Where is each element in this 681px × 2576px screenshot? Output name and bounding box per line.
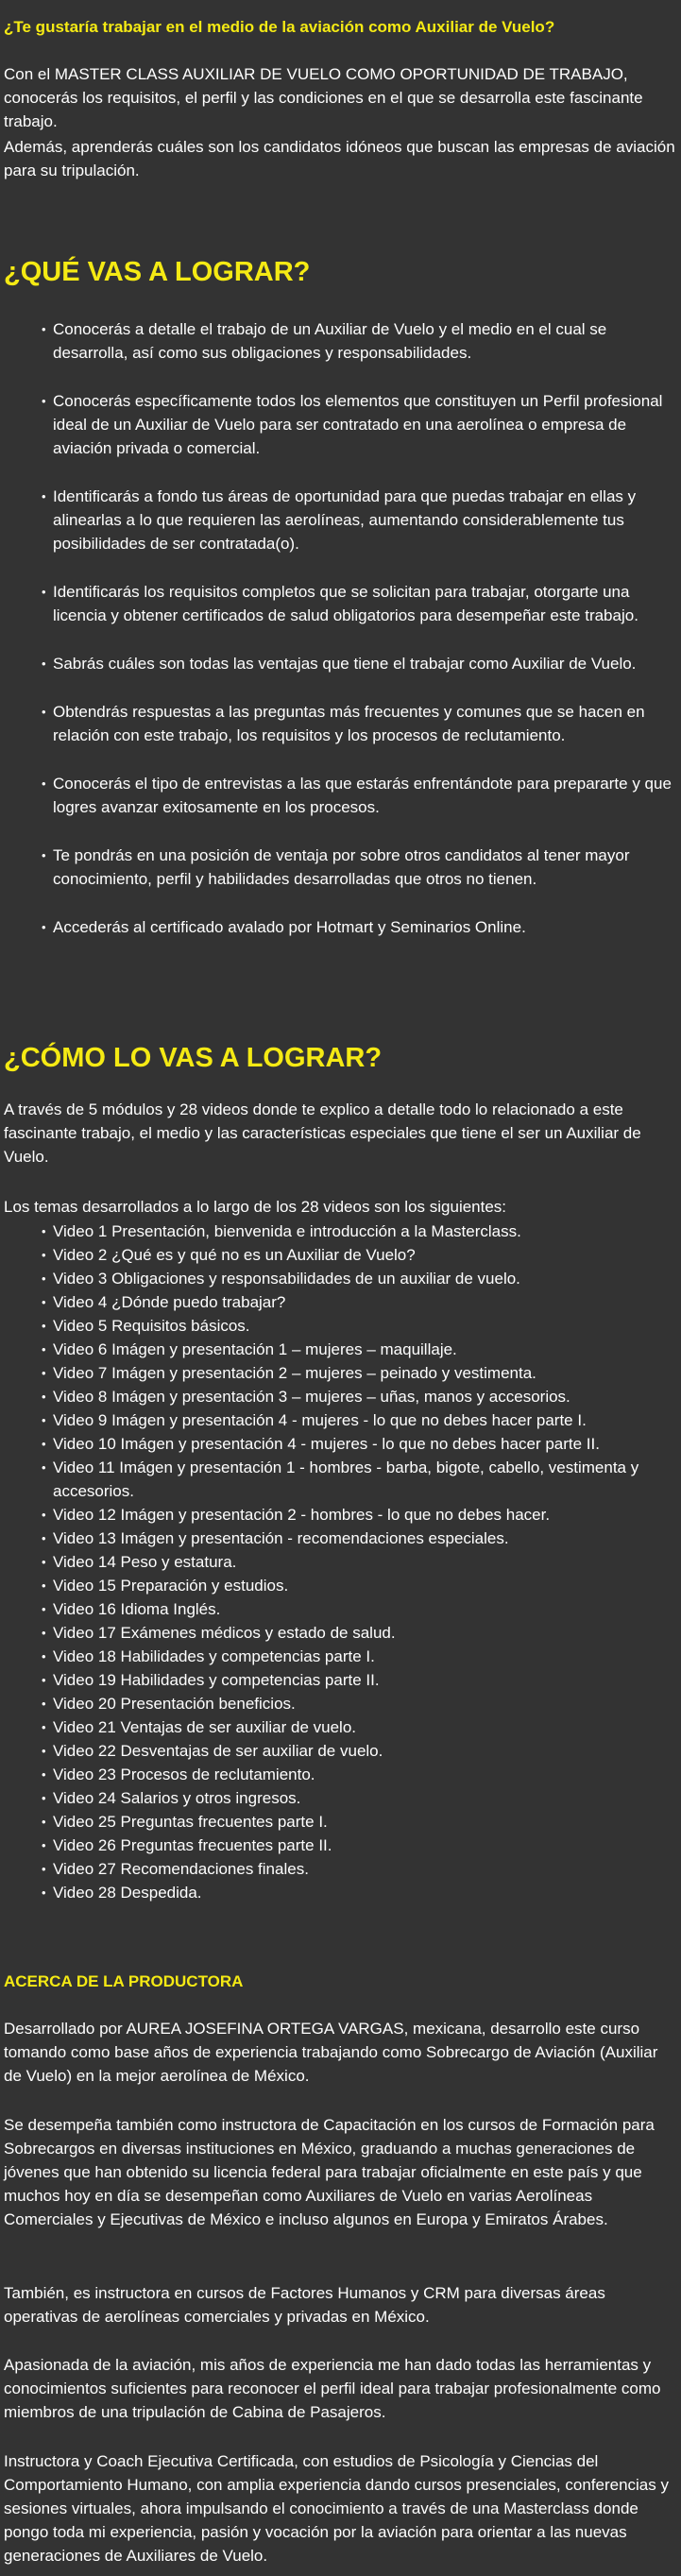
video-item: • Video 13 Imágen y presentación - recomendaciones especiales. <box>53 1527 679 1550</box>
goal-item: • Identificarás a fondo tus áreas de oportunidad para que puedas trabajar en ellas y alinearlas a lo que requieren las aerolíneas, aumentando considerablemente tus posibilidades de ser contratada(o). <box>53 485 679 555</box>
video-item: • Video 17 Exámenes médicos y estado de salud. <box>53 1621 679 1645</box>
producer-paragraph-5: Instructora y Coach Ejecutiva Certificada, con estudios de Psicología y Ciencias del Comportamiento Humano, con amplia experiencia dando cursos presenciales, conferencias y sesiones virtuales, ahora impulsando el conocimiento a través de una Masterclass donde pongo toda mi experiencia, pasión y vocación por la aviación para orientar a las nuevas generaciones de Auxiliares de Vuelo. <box>4 2452 669 2565</box>
method-paragraph: A través de 5 módulos y 28 videos donde te explico a detalle todo lo relacionado a este fascinante trabajo, el medio y las características especiales que tiene el ser un Auxiliar de Vuelo. <box>4 1100 641 1166</box>
video-item: • Video 6 Imágen y presentación 1 – mujeres – maquillaje. <box>53 1338 679 1361</box>
video-item: • Video 28 Despedida. <box>53 1881 679 1904</box>
video-item: • Video 7 Imágen y presentación 2 – mujeres – peinado y vestimenta. <box>53 1361 679 1385</box>
goals-heading: ¿QUÉ VAS A LOGRAR? <box>4 257 311 287</box>
video-item: • Video 15 Preparación y estudios. <box>53 1574 679 1597</box>
video-item: • Video 23 Procesos de reclutamiento. <box>53 1763 679 1786</box>
goal-item: • Conocerás el tipo de entrevistas a las que estarás enfrentándote para prepararte y que logres avanzar exitosamente en los procesos. <box>53 772 679 819</box>
goal-item: • Accederás al certificado avalado por Hotmart y Seminarios Online. <box>53 915 679 939</box>
video-item: • Video 27 Recomendaciones finales. <box>53 1857 679 1881</box>
goal-item: • Sabrás cuáles son todas las ventajas que tiene el trabajar como Auxiliar de Vuelo. <box>53 652 679 675</box>
video-item: • Video 4 ¿Dónde puedo trabajar? <box>53 1290 679 1314</box>
video-item: • Video 9 Imágen y presentación 4 - mujeres - lo que no debes hacer parte I. <box>53 1408 679 1432</box>
producer-paragraph-1: Desarrollado por AUREA JOSEFINA ORTEGA VARGAS, mexicana, desarrollo este curso tomando como base años de experiencia trabajando como Sobrecargo de Aviación (Auxiliar de Vuelo) en la mejor aerolínea de México. <box>4 2020 658 2085</box>
producer-heading: ACERCA DE LA PRODUCTORA <box>4 1972 244 1990</box>
video-item: • Video 25 Preguntas frecuentes parte I. <box>53 1810 679 1834</box>
goal-item: • Te pondrás en una posición de ventaja por sobre otros candidatos al tener mayor conocimiento, perfil y habilidades desarrolladas que otros no tienen. <box>53 844 679 891</box>
video-item: • Video 11 Imágen y presentación 1 - hombres - barba, bigote, cabello, vestimenta y accesorios. <box>53 1456 679 1503</box>
video-item: • Video 12 Imágen y presentación 2 - hombres - lo que no debes hacer. <box>53 1503 679 1527</box>
method-heading: ¿CÓMO LO VAS A LOGRAR? <box>4 1043 383 1073</box>
video-item: • Video 24 Salarios y otros ingresos. <box>53 1786 679 1810</box>
video-item: • Video 21 Ventajas de ser auxiliar de vuelo. <box>53 1715 679 1739</box>
video-item: • Video 5 Requisitos básicos. <box>53 1314 679 1338</box>
intro-question: ¿Te gustaría trabajar en el medio de la aviación como Auxiliar de Vuelo? <box>4 18 555 36</box>
video-item: • Video 3 Obligaciones y responsabilidades de un auxiliar de vuelo. <box>53 1267 679 1290</box>
producer-paragraph-3: También, es instructora en cursos de Factores Humanos y CRM para diversas áreas operativas de aerolíneas comerciales y privadas en México. <box>4 2284 605 2326</box>
video-list <box>4 1220 679 1904</box>
video-item: • Video 14 Peso y estatura. <box>53 1550 679 1574</box>
video-item: • Video 2 ¿Qué es y qué no es un Auxiliar de Vuelo? <box>53 1243 679 1267</box>
video-item: • Video 1 Presentación, bienvenida e introducción a la Masterclass. <box>53 1220 679 1243</box>
video-item: • Video 19 Habilidades y competencias parte II. <box>53 1668 679 1692</box>
goal-item: • Identificarás los requisitos completos que se solicitan para trabajar, otorgarte una licencia y obtener certificados de salud obligatorios para desempeñar este trabajo. <box>53 580 679 627</box>
intro-paragraph-1: Con el MASTER CLASS AUXILIAR DE VUELO COMO OPORTUNIDAD DE TRABAJO, conocerás los requisitos, el perfil y las condiciones en el que se desarrolla este fascinante trabajo. <box>4 65 643 130</box>
producer-paragraph-4: Apasionada de la aviación, mis años de experiencia me han dado todas las herramientas y conocimientos suficientes para reconocer el perfil ideal para trabajar profesionalmente como miembros de una tripulación de Cabina de Pasajeros. <box>4 2356 661 2421</box>
video-item: • Video 20 Presentación beneficios. <box>53 1692 679 1715</box>
intro-paragraph-2: Además, aprenderás cuáles son los candidatos idóneos que buscan las empresas de aviación para su tripulación. <box>4 138 675 179</box>
video-item: • Video 10 Imágen y presentación 4 - mujeres - lo que no debes hacer parte II. <box>53 1432 679 1456</box>
goal-item: • Conocerás específicamente todos los elementos que constituyen un Perfil profesional ideal de un Auxiliar de Vuelo para ser contratado en una aerolínea o empresa de aviación privada o comercial. <box>53 389 679 460</box>
video-item: • Video 8 Imágen y presentación 3 – mujeres – uñas, manos y accesorios. <box>53 1385 679 1408</box>
goal-item: • Obtendrás respuestas a las preguntas más frecuentes y comunes que se hacen en relación con este trabajo, los requisitos y los procesos de reclutamiento. <box>53 700 679 747</box>
producer-paragraph-2: Se desempeña también como instructora de Capacitación en los cursos de Formación para Sobrecargos en diversas instituciones en México, graduando a muchas generaciones de jóvenes que han obtenido su licencia federal para trabajar oficialmente en este país y que muchos hoy en día se desempeñan como Auxiliares de Vuelo en varias Aerolíneas Comerciales y Ejecutivas de México e incluso algunos en Europa y Emiratos Árabes. <box>4 2116 655 2228</box>
goals-list <box>4 317 679 964</box>
video-item: • Video 26 Preguntas frecuentes parte II. <box>53 1834 679 1857</box>
goal-item: • Conocerás a detalle el trabajo de un Auxiliar de Vuelo y el medio en el cual se desarrolla, así como sus obligaciones y responsabilidades. <box>53 317 679 365</box>
video-item: • Video 18 Habilidades y competencias parte I. <box>53 1645 679 1668</box>
topics-intro: Los temas desarrollados a lo largo de los 28 videos son los siguientes: <box>4 1198 507 1216</box>
video-item: • Video 22 Desventajas de ser auxiliar de vuelo. <box>53 1739 679 1763</box>
video-item: • Video 16 Idioma Inglés. <box>53 1597 679 1621</box>
